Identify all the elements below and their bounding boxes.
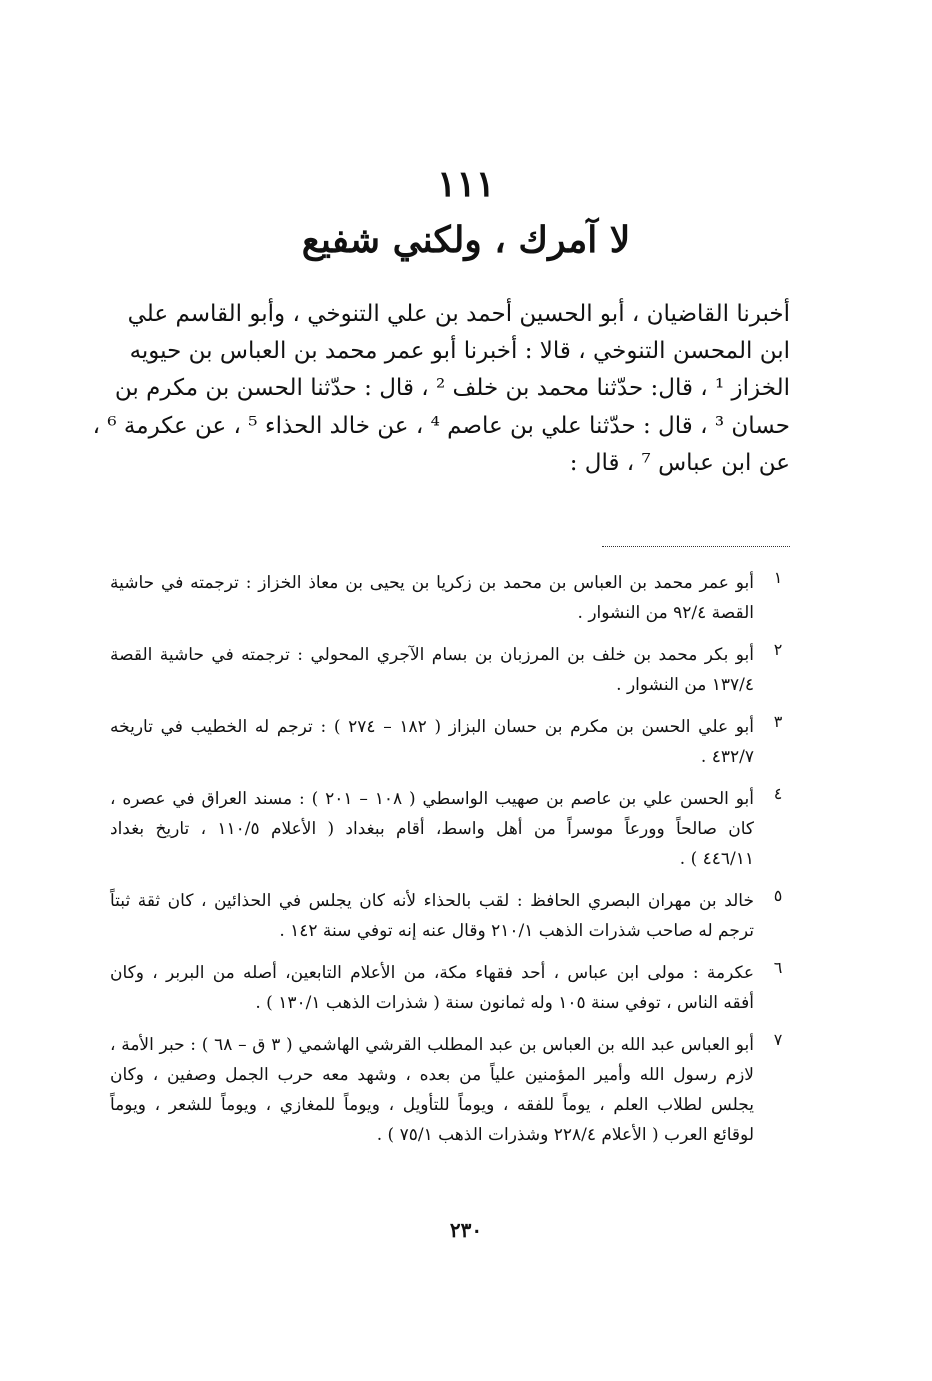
footnote-line: أبو الحسن علي بن عاصم بن صهيب الواسطي ( ١٠٨ – ٢٠١ ) : مسند العراق في عصره ، — [110, 789, 754, 809]
footnote-line: خالد بن مهران البصري الحافظ : لقب بالحذاء لأنه كان يجلس في الحذائين ، كان ثقة ثبتاً — [110, 891, 754, 911]
story-title: لا آمرك ، ولكني شفيع — [301, 219, 631, 261]
body-line: ابن المحسن التنوخي ، قالا : أخبرنا أبو عمر محمد بن العباس بن حيويه — [129, 338, 790, 365]
footnote-line: ٤٤٦/١١ ) . — [679, 849, 754, 869]
footnotes — [110, 568, 790, 1150]
footnote — [110, 640, 790, 700]
footnote — [110, 886, 790, 946]
footnote-line: ١٣٧/٤ من النشوار . — [616, 675, 754, 695]
body-line: الخزاز ¹ ، قال: حدّثنا محمد بن خلف ² ، قال : حدّثنا الحسن بن مكرم بن — [114, 375, 790, 402]
footnote-number: ٧ — [773, 1030, 783, 1049]
footnote-line: كان صالحاً وورعاً موسراً من أهل واسط، أقام ببغداد ( الأعلام ١١٠/٥ ، تاريخ بغداد — [110, 819, 754, 839]
story-number: ١١١ — [436, 163, 495, 205]
narration-chain-paragraph — [92, 296, 790, 482]
footnote-line: أبو العباس عبد الله بن العباس بن عبد المطلب القرشي الهاشمي ( ٣ ق – ٦٨ ) : حبر الأمة ، — [110, 1035, 754, 1055]
footnote-line: يجلس لطلاب العلم ، يوماً للفقه ، ويوماً للتأويل ، ويوماً للمغازي ، ويوماً للشعر ، ويوماً — [110, 1095, 754, 1115]
body-line: عن ابن عباس ⁷ ، قال : — [569, 449, 790, 476]
footnote-number: ٦ — [773, 958, 783, 977]
footnote — [110, 784, 790, 874]
footnote-number: ٥ — [773, 886, 783, 905]
footnote-line: ترجم له صاحب شذرات الذهب ٢١٠/١ وقال عنه إنه توفي سنة ١٤٢ . — [279, 921, 754, 941]
footnote — [110, 712, 790, 772]
footnote-line: أفقه الناس ، توفي سنة ١٠٥ وله ثمانون سنة ( شذرات الذهب ١٣٠/١ ) . — [255, 993, 754, 1013]
footnote — [110, 958, 790, 1018]
footnote-line: لوقائع العرب ( الأعلام ٢٢٨/٤ وشذرات الذهب ٧٥/١ ) . — [376, 1125, 754, 1145]
body-line: حسان ³ ، قال : حدّثنا علي بن عاصم ⁴ ، عن خالد الحذاء ⁵ ، عن عكرمة ⁶ ، — [92, 412, 790, 439]
footnote-number: ٤ — [773, 784, 783, 803]
footnote-line: أبو عمر محمد بن العباس بن محمد بن زكريا بن يحيى بن معاذ الخزاز : ترجمته في حاشية — [110, 573, 754, 593]
footnote — [110, 568, 790, 628]
footnote-line: عكرمة : مولى ابن عباس ، أحد فقهاء مكة، من الأعلام التابعين، أصله من البربر ، وكان — [110, 963, 754, 983]
footnote-number: ٣ — [773, 712, 783, 731]
footnote-divider — [602, 546, 790, 547]
footnote-number: ١ — [773, 568, 783, 587]
footnote-number: ٢ — [773, 640, 783, 659]
footnote-line: أبو علي الحسن بن مكرم بن حسان البزاز ( ١٨٢ – ٢٧٤ ) : ترجم له الخطيب في تاريخه — [110, 717, 755, 737]
footnote-line: ٤٣٢/٧ . — [700, 747, 754, 767]
footnote-line: أبو بكر محمد بن خلف بن المرزبان بن بسام الآجري المحولي : ترجمته في حاشية القصة — [110, 645, 754, 665]
footnote-line: القصة ٩٢/٤ من النشوار . — [577, 603, 754, 623]
footnote-line: لازم رسول الله وأمير المؤمنين علياً من بعده ، وشهد معه حرب الجمل وصفين ، وكان — [110, 1065, 754, 1085]
footnote — [110, 1030, 790, 1150]
body-line: أخبرنا القاضيان ، أبو الحسين أحمد بن علي التنوخي ، وأبو القاسم علي — [127, 301, 790, 327]
page-number: ٢٣٠ — [449, 1218, 483, 1242]
